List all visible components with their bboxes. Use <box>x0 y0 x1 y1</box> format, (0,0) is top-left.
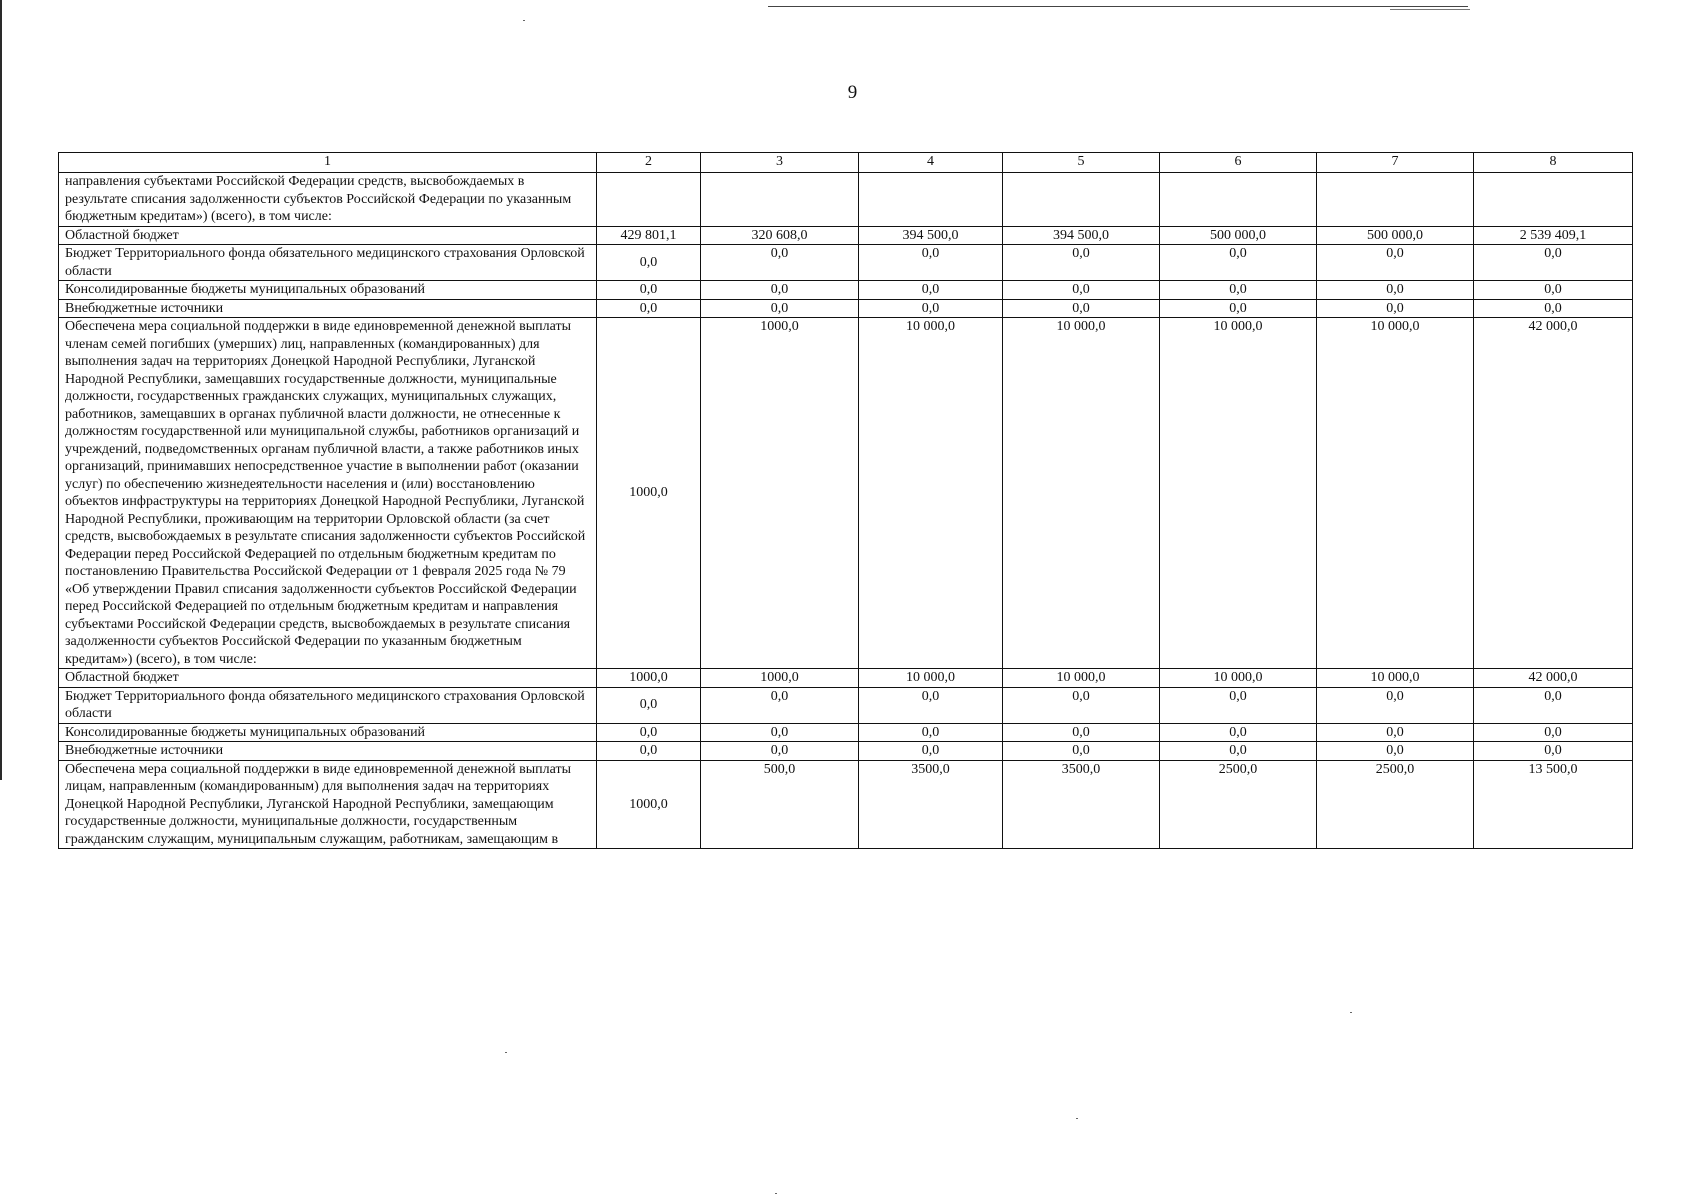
cell-value: 0,0 <box>701 245 859 281</box>
cell-value: 394 500,0 <box>1003 226 1160 245</box>
cell-value: 1000,0 <box>597 760 701 849</box>
row-label: Консолидированные бюджеты муниципальных образований <box>59 723 597 742</box>
budget-table <box>58 152 1633 849</box>
cell-value: 0,0 <box>1317 723 1474 742</box>
table-row <box>59 742 1633 761</box>
cell-value: 2 539 409,1 <box>1474 226 1633 245</box>
table-row <box>59 173 1633 227</box>
cell-value <box>597 173 701 227</box>
cell-value: 3500,0 <box>859 760 1003 849</box>
column-header: 7 <box>1317 153 1474 173</box>
cell-value: 10 000,0 <box>1317 318 1474 669</box>
table-row <box>59 281 1633 300</box>
cell-value <box>1474 173 1633 227</box>
scan-speck <box>1350 1012 1352 1013</box>
scan-speck <box>505 1052 507 1053</box>
table-row <box>59 669 1633 688</box>
row-label: Внебюджетные источники <box>59 299 597 318</box>
row-label: направления субъектами Российской Федерации средств, высвобождаемых в результате списания задолженности субъектов Российской Федерации по указанным бюджетным кредитам») (всего), в том числе: <box>59 173 597 227</box>
scan-speck <box>775 1193 777 1194</box>
row-label: Областной бюджет <box>59 669 597 688</box>
cell-value: 0,0 <box>1474 281 1633 300</box>
table-row <box>59 723 1633 742</box>
cell-value: 0,0 <box>1160 281 1317 300</box>
cell-value: 0,0 <box>1474 742 1633 761</box>
cell-value: 0,0 <box>859 687 1003 723</box>
row-label: Бюджет Территориального фонда обязательного медицинского страхования Орловской области <box>59 245 597 281</box>
cell-value: 10 000,0 <box>1317 669 1474 688</box>
cell-value: 0,0 <box>701 299 859 318</box>
cell-value: 0,0 <box>701 281 859 300</box>
cell-value: 500,0 <box>701 760 859 849</box>
cell-value <box>701 173 859 227</box>
table-row <box>59 226 1633 245</box>
cell-value: 13 500,0 <box>1474 760 1633 849</box>
cell-value: 0,0 <box>1160 742 1317 761</box>
cell-value: 0,0 <box>597 723 701 742</box>
row-label: Обеспечена мера социальной поддержки в виде единовременной денежной выплаты членам семей погибших (умерших) лиц, направленных (командированных) для выполнения задач на территориях Донецкой Народной Республики, Луганской Народной Республики, замещавших государственные должности, муниципальные должности, государственных гражданских служащих, муниципальных служащих, работников, замещавших в органах публичной власти должности, не отнесенные к должностям государственной или муниципальной службы, работников организаций и учреждений, подведомственных органам публичной власти, а также работников иных организаций, принимавших непосредственное участие в выполнении работ (оказании услуг) по обеспечению жизнедеятельности населения и (или) восстановлению объектов инфраструктуры на территориях Донецкой Народной Республики, Луганской Народной Республики, проживающим на территории Орловской области (за счет средств, высвобождаемых в результате списания задолженности субъектов Российской Федерации перед Российской Федерацией по отдельным бюджетным кредитам по постановлению Правительства Российской Федерации от 1 февраля 2025 года № 79 «Об утверждении Правил списания задолженности субъектов Российской Федерации перед Российской Федерацией по отдельным бюджетным кредитам и направления субъектами Российской Федерации средств, высвобождаемых в результате списания задолженности субъектов Российской Федерации по указанным бюджетным кредитам») (всего), в том числе: <box>59 318 597 669</box>
cell-value: 0,0 <box>1474 245 1633 281</box>
cell-value: 1000,0 <box>597 318 701 669</box>
row-label: Обеспечена мера социальной поддержки в виде единовременной денежной выплаты лицам, направленным (командированным) для выполнения задач на территориях Донецкой Народной Республики, Луганской Народной Республики, замещающим государственные должности, муниципальные должности, государственным гражданским служащим, муниципальным служащим, работникам, замещающим в <box>59 760 597 849</box>
cell-value: 0,0 <box>859 281 1003 300</box>
cell-value: 0,0 <box>1160 299 1317 318</box>
cell-value: 0,0 <box>1317 245 1474 281</box>
cell-value: 394 500,0 <box>859 226 1003 245</box>
cell-value: 0,0 <box>1317 742 1474 761</box>
cell-value: 0,0 <box>597 742 701 761</box>
cell-value: 10 000,0 <box>1003 318 1160 669</box>
column-header: 8 <box>1474 153 1633 173</box>
cell-value: 0,0 <box>859 742 1003 761</box>
cell-value: 0,0 <box>1003 299 1160 318</box>
cell-value: 1000,0 <box>701 318 859 669</box>
cell-value: 0,0 <box>859 299 1003 318</box>
cell-value: 0,0 <box>1003 245 1160 281</box>
cell-value: 0,0 <box>1160 245 1317 281</box>
cell-value: 320 608,0 <box>701 226 859 245</box>
cell-value <box>1003 173 1160 227</box>
cell-value: 0,0 <box>1474 299 1633 318</box>
row-label: Консолидированные бюджеты муниципальных образований <box>59 281 597 300</box>
cell-value: 10 000,0 <box>859 669 1003 688</box>
cell-value: 10 000,0 <box>859 318 1003 669</box>
cell-value: 0,0 <box>859 723 1003 742</box>
cell-value: 0,0 <box>1474 723 1633 742</box>
cell-value: 3500,0 <box>1003 760 1160 849</box>
table-row <box>59 687 1633 723</box>
cell-value: 0,0 <box>1317 299 1474 318</box>
cell-value: 10 000,0 <box>1160 318 1317 669</box>
column-header: 3 <box>701 153 859 173</box>
cell-value: 0,0 <box>701 687 859 723</box>
cell-value: 0,0 <box>597 687 701 723</box>
cell-value <box>1317 173 1474 227</box>
row-label: Областной бюджет <box>59 226 597 245</box>
table-row <box>59 318 1633 669</box>
cell-value <box>859 173 1003 227</box>
cell-value: 0,0 <box>597 281 701 300</box>
cell-value: 500 000,0 <box>1160 226 1317 245</box>
cell-value: 2500,0 <box>1160 760 1317 849</box>
cell-value: 0,0 <box>1003 723 1160 742</box>
table-row <box>59 299 1633 318</box>
scan-speck <box>523 20 525 21</box>
column-header: 4 <box>859 153 1003 173</box>
cell-value: 0,0 <box>597 299 701 318</box>
cell-value: 0,0 <box>1317 687 1474 723</box>
cell-value: 1000,0 <box>597 669 701 688</box>
page-number: 9 <box>847 82 858 103</box>
column-header: 5 <box>1003 153 1160 173</box>
cell-value: 0,0 <box>597 245 701 281</box>
cell-value: 0,0 <box>1317 281 1474 300</box>
scan-top-line <box>768 6 1468 7</box>
scan-speck <box>1076 1118 1078 1119</box>
cell-value: 0,0 <box>701 723 859 742</box>
table-row <box>59 245 1633 281</box>
cell-value: 0,0 <box>1003 742 1160 761</box>
cell-value: 0,0 <box>1160 687 1317 723</box>
cell-value: 1000,0 <box>701 669 859 688</box>
cell-value: 42 000,0 <box>1474 669 1633 688</box>
cell-value: 0,0 <box>1003 687 1160 723</box>
cell-value: 500 000,0 <box>1317 226 1474 245</box>
column-header: 6 <box>1160 153 1317 173</box>
cell-value: 10 000,0 <box>1003 669 1160 688</box>
table-header-row <box>59 153 1633 173</box>
cell-value: 0,0 <box>1003 281 1160 300</box>
cell-value: 0,0 <box>859 245 1003 281</box>
cell-value: 0,0 <box>1160 723 1317 742</box>
cell-value: 10 000,0 <box>1160 669 1317 688</box>
cell-value: 2500,0 <box>1317 760 1474 849</box>
cell-value <box>1160 173 1317 227</box>
cell-value: 0,0 <box>701 742 859 761</box>
row-label: Внебюджетные источники <box>59 742 597 761</box>
cell-value: 0,0 <box>1474 687 1633 723</box>
cell-value: 429 801,1 <box>597 226 701 245</box>
cell-value: 42 000,0 <box>1474 318 1633 669</box>
table-row <box>59 760 1633 849</box>
row-label: Бюджет Территориального фонда обязательного медицинского страхования Орловской области <box>59 687 597 723</box>
column-header: 1 <box>59 153 597 173</box>
scan-left-edge <box>0 0 2 780</box>
scan-top-line-fragment <box>1390 9 1470 10</box>
column-header: 2 <box>597 153 701 173</box>
